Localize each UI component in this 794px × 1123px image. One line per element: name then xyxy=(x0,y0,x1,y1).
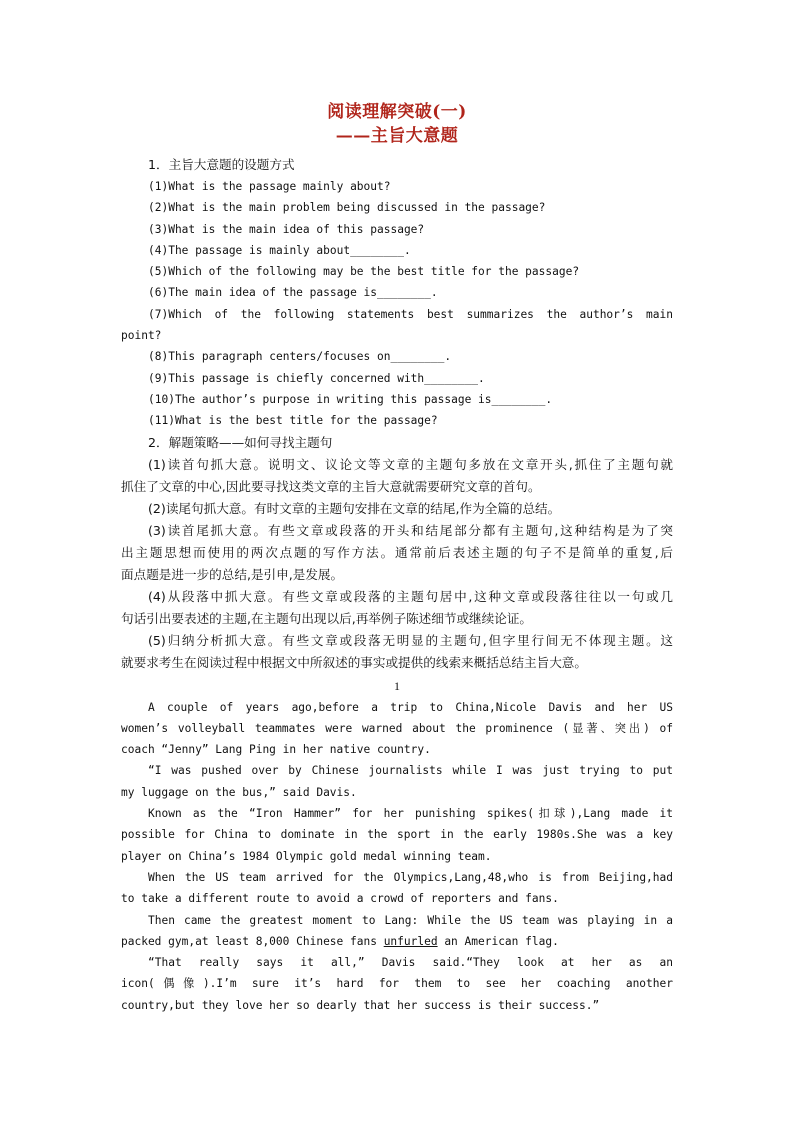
title-block xyxy=(121,100,673,148)
passage-line: Known as the “Iron Hammer” for her punishing spikes(扣球),Lang made it xyxy=(148,807,673,821)
passage-line: women’s volleyball teammates were warned about the prominence (显著、突出) of xyxy=(121,721,673,735)
section-heading-question-types: 1．主旨大意题的设题方式 xyxy=(148,157,295,172)
strategy-line: 抓住了文章的中心,因此要寻找这类文章的主旨大意就需要研究文章的首句。 xyxy=(121,478,541,494)
question-item-continued: point? xyxy=(121,329,162,343)
page-title: 阅读理解突破(一) xyxy=(327,102,467,122)
passage-line: When the US team arrived for the Olympics,Lang,48,who is from Beijing,had xyxy=(148,870,673,884)
strategy-line: (3)读首尾抓大意。有些文章或段落的开头和结尾部分都有主题句,这种结构是为了突 xyxy=(148,522,673,538)
passage-number: 1 xyxy=(394,678,400,693)
question-item: (8)This paragraph centers/focuses on________. xyxy=(148,350,452,364)
question-item: (9)This passage is chiefly concerned with________. xyxy=(148,371,485,385)
strategy-line: (1)读首句抓大意。说明文、议论文等文章的主题句多放在文章开头,抓住了主题句就 xyxy=(148,456,673,472)
question-item: (2)What is the main problem being discussed in the passage? xyxy=(148,201,546,215)
page-subtitle: ——主旨大意题 xyxy=(335,126,459,146)
section-heading-strategies: 2．解题策略——如何寻找主题句 xyxy=(148,434,333,450)
question-item: (6)The main idea of the passage is________. xyxy=(148,286,438,300)
question-item: (10)The author’s purpose in writing this passage is________. xyxy=(148,392,553,406)
passage-line: possible for China to dominate in the sport in the early 1980s.She was a key xyxy=(121,828,673,842)
passage-line: icon(偶像).I’m sure it’s hard for them to see her coaching another xyxy=(121,977,673,991)
passage-line: “That really says it all,” Davis said.“They look at her as an xyxy=(148,956,673,970)
question-item: (11)What is the best title for the passage? xyxy=(148,414,438,428)
passage-line: my luggage on the bus,” said Davis. xyxy=(121,785,357,799)
passage-line: player on China’s 1984 Olympic gold medal winning team. xyxy=(121,849,492,863)
strategy-line: (2)读尾句抓大意。有时文章的主题句安排在文章的结尾,作为全篇的总结。 xyxy=(148,500,561,516)
strategy-line: 出主题思想而使用的两次点题的写作方法。通常前后表述主题的句子不是简单的重复,后 xyxy=(121,544,673,560)
passage-text: packed gym,at least 8,000 Chinese fans xyxy=(121,934,384,948)
question-item: (3)What is the main idea of this passage? xyxy=(148,222,425,236)
underlined-word: unfurled xyxy=(383,934,438,948)
question-item: (4)The passage is mainly about________. xyxy=(148,243,411,257)
passage-line: A couple of years ago,before a trip to China,Nicole Davis and her US xyxy=(148,700,673,714)
question-item: (7)Which of the following statements best summarizes the author’s main xyxy=(148,307,673,321)
strategy-line: 句话引出要表述的主题,在主题句出现以后,再举例子陈述细节或继续论证。 xyxy=(121,610,533,626)
document-page xyxy=(121,100,673,1016)
passage-text: an American flag. xyxy=(437,934,559,948)
passage-line: to take a different route to avoid a crowd of reporters and fans. xyxy=(121,892,559,906)
question-item: (1)What is the passage mainly about? xyxy=(148,180,391,193)
passage-line xyxy=(121,931,673,952)
strategy-line: (4)从段落中抓大意。有些文章或段落的主题句居中,这种文章或段落往往以一句或几 xyxy=(148,588,673,604)
passage-line: “I was pushed over by Chinese journalists while I was just trying to put xyxy=(148,764,673,778)
passage-line: Then came the greatest moment to Lang: While the US team was playing in a xyxy=(148,913,673,927)
passage-line: country,but they love her so dearly that her success is their success.” xyxy=(121,998,600,1012)
strategy-line: 面点题是进一步的总结,是引申,是发展。 xyxy=(121,566,344,582)
strategy-line: (5)归纳分析抓大意。有些文章或段落无明显的主题句,但字里行间无不体现主题。这 xyxy=(148,632,673,648)
strategy-line: 就要求考生在阅读过程中根据文中所叙述的事实或提供的线索来概括总结主旨大意。 xyxy=(121,654,587,670)
question-item: (5)Which of the following may be the best title for the passage? xyxy=(148,265,580,279)
passage-line: coach “Jenny” Lang Ping in her native country. xyxy=(121,743,431,757)
